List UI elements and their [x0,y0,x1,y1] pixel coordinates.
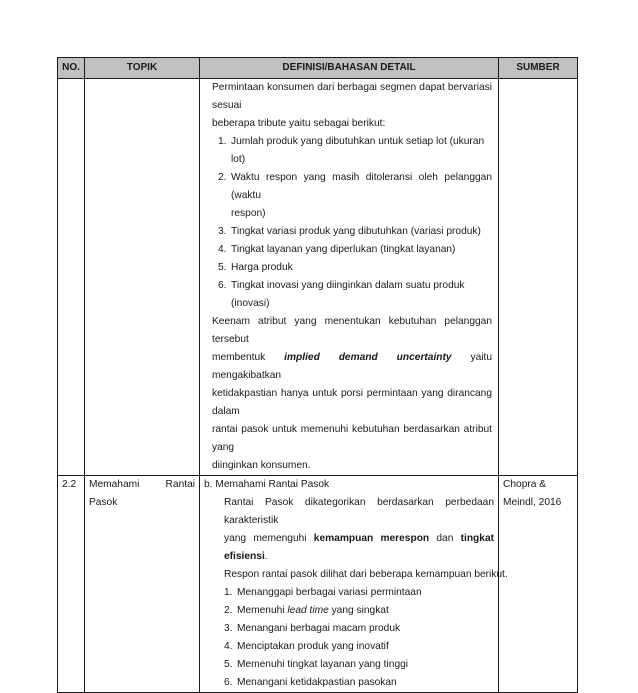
row2-topik-line2: Pasok [89,497,118,508]
list-item: 3. Menangani berbagai macam produk [224,623,401,634]
list-item: 1. Menanggapi berbagai variasi permintaan [224,587,422,598]
list-item: 5. Harga produk [218,262,293,273]
row2-paragraph-line1: Rantai Pasok dikategorikan berdasarkan perbedaan karakteristik [224,497,494,526]
source-line2: Meindl, 2016 [503,497,562,508]
header-sumber: SUMBER [499,58,578,79]
table-row [58,476,578,693]
list-item: 4. Tingkat layanan yang diperlukan (tingkat layanan) [218,244,456,255]
row1-topik-cell [85,79,200,476]
row1-intro-line1: Permintaan konsumen dari berbagai segmen dapat bervariasi sesuai [212,82,492,111]
list-item: 2. Memenuhi lead time yang singkat [224,605,389,616]
row1-source-cell [499,79,578,476]
list-item: 1. Jumlah produk yang dibutuhkan untuk setiap lot (ukuran lot) [218,136,485,165]
table-header-row [58,58,578,79]
list-item: 5. Memenuhi tingkat layanan yang tinggi [224,659,409,670]
row2-paragraph-line2: yang memenguhi kemampuan merespon dan tingkat efisiensi. [224,533,495,562]
row1-paragraph-line4: rantai pasok untuk memenuhi kebutuhan berdasarkan atribut yang [212,424,492,453]
row2-source-cell [499,476,578,693]
header-no: NO. [58,58,85,79]
row1-paragraph-line3: ketidakpastian hanya untuk porsi permintaan yang dirancang dalam [212,388,492,417]
header-definisi: DEFINISI/BAHASAN DETAIL [200,58,499,79]
row2-paragraph-line3: Respon rantai pasok dilihat dari beberapa kemampuan berikut. [224,569,508,580]
row2-no-cell: 2.2 [58,476,85,693]
row1-paragraph-line5: diinginkan konsumen. [212,460,311,471]
row1-no-cell [58,79,85,476]
row2-sub-heading: b. Memahami Rantai Pasok [204,479,330,490]
list-item: 6. Menangani ketidakpastian pasokan [224,677,397,688]
list-item: 3. Tingkat variasi produk yang dibutuhkan (variasi produk) [218,226,481,237]
row2-definition-cell [200,476,508,693]
list-item: 4. Menciptakan produk yang inovatif [224,641,389,652]
definition-table [57,57,578,693]
list-item: 6. Tingkat inovasi yang diinginkan dalam suatu produk (inovasi) [218,280,465,309]
table-row [58,79,578,476]
row2-topik-cell [85,476,200,693]
row1-paragraph-line1: Keenam atribut yang menentukan kebutuhan pelanggan tersebut [212,316,492,345]
row1-paragraph-line2: membentuk implied demand uncertainty yaitu mengakibatkan [212,352,492,381]
list-item-continuation: respon) [231,208,266,219]
row1-definition-cell [200,79,499,476]
source-line1: Chopra & [503,479,547,490]
list-item: 2. Waktu respon yang masih ditoleransi oleh pelanggan (waktu [218,172,492,201]
row2-topik-line1: Memahami Rantai [89,479,195,490]
row1-intro-line2: beberapa tribute yaitu sebagai berikut: [212,118,386,129]
header-topik: TOPIK [85,58,200,79]
